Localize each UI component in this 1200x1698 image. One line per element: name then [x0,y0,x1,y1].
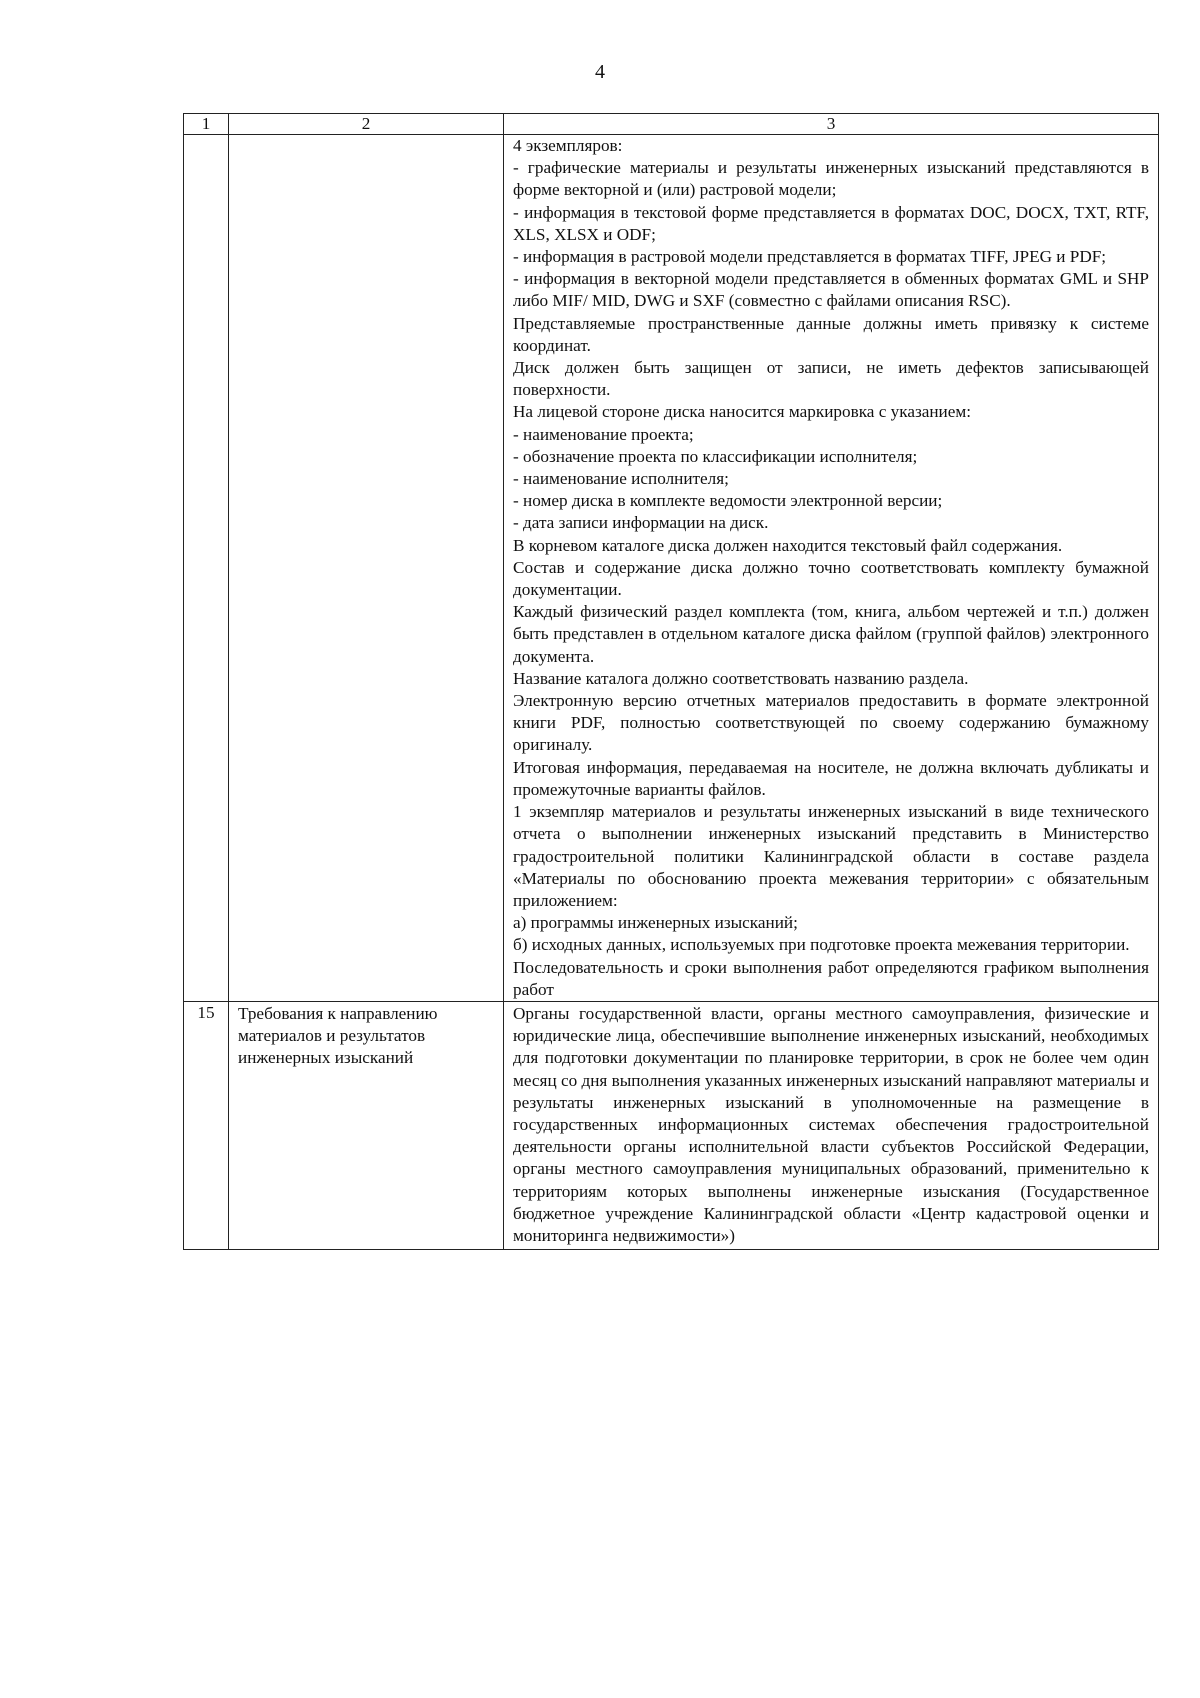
text-line: б) исходных данных, используемых при подготовке проекта межевания территории. [513,935,1130,955]
text-line: Диск должен быть защищен от записи, не иметь дефектов записывающей поверхности. [513,358,1149,400]
text-line: 1 экземпляр материалов и результаты инженерных изысканий в виде технического отчета о выполнении инженерных изысканий представить в Министерство градостроительной политики Калининградской области в составе раздела «Материалы по обоснованию проекта межевания территории» с обязательным приложением: [513,802,1149,910]
header-cell-col-2: 2 [229,114,504,135]
text-line: - наименование проекта; [513,424,694,444]
row-number-cell [184,135,229,1002]
text-line: В корневом каталоге диска должен находится текстовый файл содержания. [513,535,1063,555]
requirements-table [183,113,1159,1250]
text-line: Название каталога должно соответствовать названию раздела. [513,668,969,688]
text-line: - наименование исполнителя; [513,469,729,489]
text-line: Электронную версию отчетных материалов предоставить в формате электронной книги PDF, полностью соответствующей по своему содержанию бумажному оригиналу. [513,691,1149,755]
text-line: - обозначение проекта по классификации исполнителя; [513,446,918,466]
row-text-cell [504,135,1159,1002]
text-line: Последовательность и сроки выполнения работ определяются графиком выполнения работ [513,957,1149,999]
text-line: а) программы инженерных изысканий; [513,913,798,933]
page-number: 4 [595,61,605,83]
text-line: Итоговая информация, передаваемая на носителе, не должна включать дубликаты и промежуточные варианты файлов. [513,757,1149,799]
table-header-row [184,114,1159,135]
text-line: Каждый физический раздел комплекта (том, книга, альбом чертежей и т.п.) должен быть представлен в отдельном каталоге диска файлом (группой файлов) электронного документа. [513,602,1149,666]
text-line: - номер диска в комплекте ведомости электронной версии; [513,491,943,511]
text-line: - информация в текстовой форме представляется в форматах DOC, DOCX, TXT, RTF, XLS, XLSX и ODF; [513,202,1149,244]
table-row-15 [184,1001,1159,1249]
text-line: На лицевой стороне диска наносится маркировка с указанием: [513,402,972,422]
header-cell-col-3: 3 [504,114,1159,135]
text-line: - информация в векторной модели представляется в обменных форматах GML и SHP либо MIF/ MID, DWG и SXF (совместно с файлами описания RSC). [513,269,1149,311]
table-row-continued [184,135,1159,1002]
row-number-cell: 15 [184,1001,229,1249]
header-cell-col-1: 1 [184,114,229,135]
text-line: 4 экземпляров: [513,136,623,155]
row-text-cell: Органы государственной власти, органы местного самоуправления, физические и юридические лица, обеспечившие выполнение инженерных изысканий, необходимых для подготовки документации по планировке территории, в срок не более чем один месяц со дня выполнения указанных инженерных изысканий направляют материалы и результаты инженерных изысканий в уполномоченные на размещение в государственных информационных системах обеспечения градостроительной деятельности органы исполнительной власти субъектов Российской Федерации, органы местного самоуправления муниципальных образований, применительно к территориям которых выполнены инженерные изыскания (Государственное бюджетное учреждение Калининградской области «Центр кадастровой оценки и мониторинга недвижимости») [504,1001,1159,1249]
text-line: - графические материалы и результаты инженерных изысканий представляются в форме векторной и (или) растровой модели; [513,158,1149,200]
text-line: Представляемые пространственные данные должны иметь привязку к системе координат. [513,313,1149,355]
row-name-cell [229,135,504,1002]
row-name-cell: Требования к направлению материалов и результатов инженерных изысканий [229,1001,504,1249]
text-line: Состав и содержание диска должно точно соответствовать комплекту бумажной документации. [513,557,1149,600]
text-line: - дата записи информации на диск. [513,513,769,533]
text-line: - информация в растровой модели представляется в форматах TIFF, JPEG и PDF; [513,247,1107,267]
